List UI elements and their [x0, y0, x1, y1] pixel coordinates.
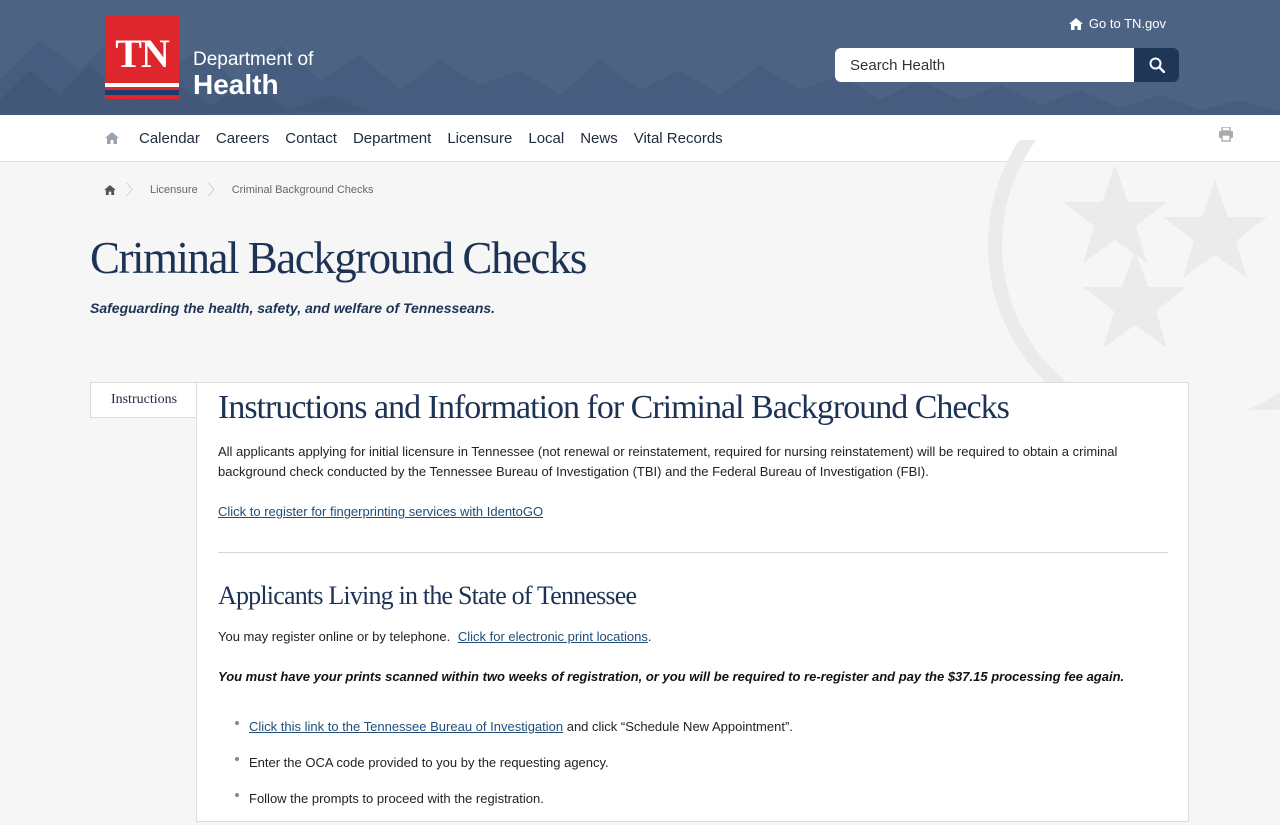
- tri-star-watermark: [985, 140, 1280, 410]
- content-heading: Instructions and Information for Criminal Background Checks: [218, 389, 1009, 426]
- nav-item-local[interactable]: Local: [528, 129, 565, 147]
- search-button[interactable]: [1134, 48, 1179, 82]
- page-title: Criminal Background Checks: [90, 233, 586, 283]
- tab-instructions[interactable]: Instructions: [90, 382, 197, 418]
- list-item: [218, 717, 1168, 753]
- identogo-register-link[interactable]: Click to register for fingerprinting services with IdentoGO: [218, 504, 544, 519]
- page-subtitle: Safeguarding the health, safety, and welfare of Tennesseans.: [90, 300, 496, 316]
- nav-item-news[interactable]: News: [580, 129, 618, 147]
- nav-item-vital-records[interactable]: Vital Records: [633, 129, 723, 147]
- breadcrumb: [104, 180, 374, 200]
- home-icon: [105, 132, 119, 144]
- logo-stripe-white: [105, 83, 179, 87]
- warning-text: You must have your prints scanned within two weeks of registration, or you will be required to re-register and pay the $37.15 processing fee again.: [218, 669, 1125, 684]
- logo-line-1: Department of: [193, 49, 314, 70]
- bullet-dot: [235, 793, 239, 797]
- tn-logo-box: [105, 16, 179, 99]
- intro-paragraph: All applicants applying for initial licensure in Tennessee (not renewal or reinstatement, required for nursing reinstatement) will be required to obtain a criminal background check conducted by the Tennessee Bureau of Investigation (TBI) and the Federal Bureau of Investigation (FBI).: [218, 444, 1118, 479]
- step-2-text: Enter the OCA code provided to you by the requesting agency.: [249, 755, 609, 770]
- logo-stripe-blue: [105, 90, 179, 95]
- department-logo[interactable]: [105, 16, 313, 99]
- step-3-text: Follow the prompts to proceed with the registration.: [249, 791, 544, 806]
- go-to-tn-link[interactable]: [1069, 16, 1166, 31]
- logo-text: [193, 50, 313, 99]
- bullet-dot: [235, 757, 239, 761]
- logo-line-2: Health: [193, 69, 279, 100]
- search-bar: [835, 48, 1179, 82]
- breadcrumb-item-licensure[interactable]: Licensure: [150, 184, 198, 196]
- nav-item-careers[interactable]: Careers: [215, 129, 270, 147]
- nav-home[interactable]: [105, 132, 119, 144]
- search-input[interactable]: [835, 48, 1134, 82]
- nav-item-calendar[interactable]: Calendar: [139, 129, 200, 147]
- list-item: [218, 789, 1168, 825]
- print-locations-link[interactable]: Click for electronic print locations: [457, 629, 648, 644]
- steps-list: [218, 717, 1168, 825]
- nav-item-licensure[interactable]: Licensure: [447, 129, 513, 147]
- nav-item-department[interactable]: Department: [352, 129, 432, 147]
- register-options-text: You may register online or by telephone.: [218, 629, 451, 644]
- nav-item-contact[interactable]: Contact: [285, 129, 337, 147]
- tn-logo-letters: TN: [115, 31, 169, 76]
- content-inner: [218, 383, 1168, 825]
- search-icon: [1149, 57, 1165, 73]
- section-heading: Applicants Living in the State of Tennessee: [218, 581, 637, 610]
- tbi-link[interactable]: Click this link to the Tennessee Bureau of Investigation: [249, 719, 564, 734]
- chevron-right-icon: 〉: [207, 182, 222, 198]
- divider: [218, 552, 1168, 553]
- step-1-text: and click “Schedule New Appointment”.: [563, 719, 793, 734]
- register-options-period: .: [647, 629, 652, 644]
- breadcrumb-item-current: Criminal Background Checks: [231, 184, 374, 196]
- list-item: [218, 753, 1168, 789]
- site-header: [0, 0, 1280, 115]
- breadcrumb-home-icon[interactable]: [104, 185, 116, 195]
- content-panel: [196, 382, 1189, 822]
- register-options-paragraph: [218, 627, 1168, 647]
- chevron-right-icon: 〉: [126, 182, 140, 198]
- register-paragraph: [218, 502, 1168, 522]
- go-to-tn-label: Go to TN.gov: [1088, 16, 1166, 31]
- bullet-dot: [235, 721, 239, 725]
- home-icon: [1069, 18, 1083, 30]
